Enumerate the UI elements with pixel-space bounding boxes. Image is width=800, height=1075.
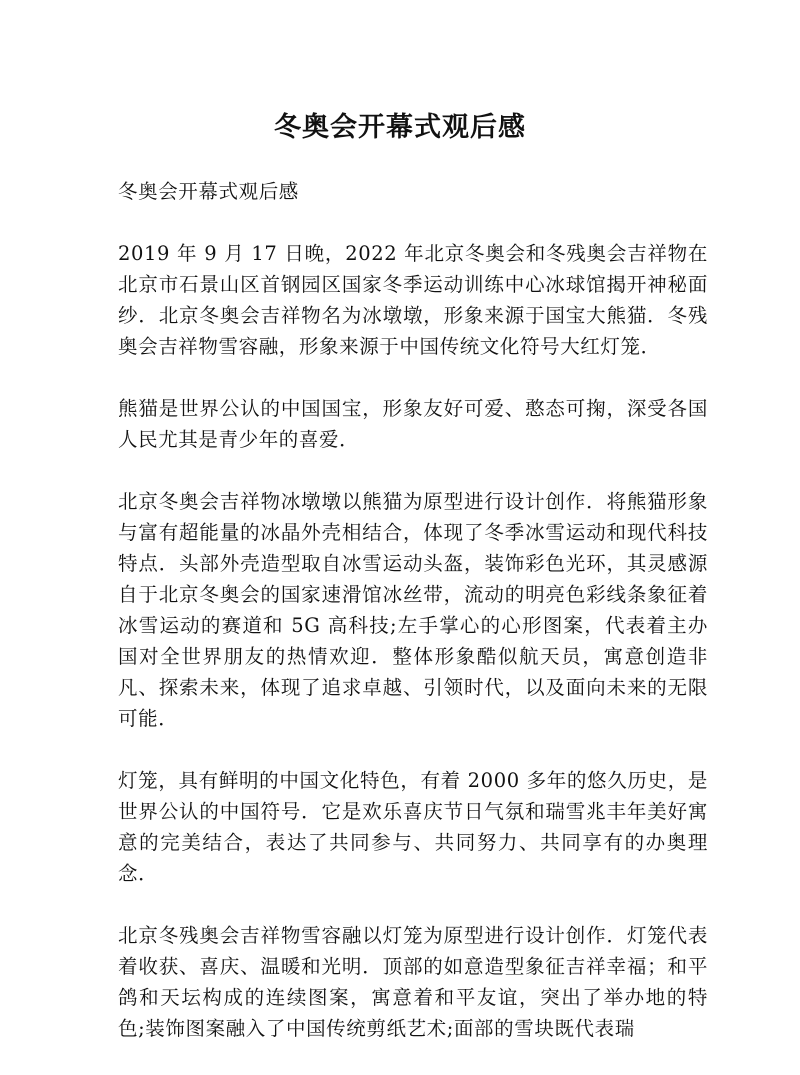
paragraph-2: 熊猫是世界公认的中国国宝，形象友好可爱、憨态可掬，深受各国人民尤其是青少年的喜爱．	[118, 397, 708, 451]
document-subtitle: 冬奥会开幕式观后感	[118, 180, 299, 203]
paragraph-5: 北京冬残奥会吉祥物雪容融以灯笼为原型进行设计创作．灯笼代表着收获、喜庆、温暖和光明．顶部的如意造型象征吉祥幸福；和平鸽和天坛构成的连续图案，寓意着和平友谊，突出了举办地的特色;装饰图案融入了中国传统剪纸艺术;面部的雪块既代表瑞	[118, 924, 708, 1040]
page-title: 冬奥会开幕式观后感	[274, 112, 526, 143]
paragraph-4: 灯笼，具有鲜明的中国文化特色，有着 2000 多年的悠久历史，是世界公认的中国符号．它是欢乐喜庆节日气氛和瑞雪兆丰年美好寓意的完美结合，表达了共同参与、共同努力、共同享有的办奥理念．	[118, 769, 708, 885]
paragraph-1: 2019 年 9 月 17 日晚，2022 年北京冬奥会和冬残奥会吉祥物在北京市石景山区首钢园区国家冬季运动训练中心冰球馆揭开神秘面纱．北京冬奥会吉祥物名为冰墩墩，形象来源于国宝大熊猫．冬残奥会吉祥物雪容融，形象来源于中国传统文化符号大红灯笼．	[118, 242, 708, 358]
paragraph-3: 北京冬奥会吉祥物冰墩墩以熊猫为原型进行设计创作．将熊猫形象与富有超能量的冰晶外壳相结合，体现了冬季冰雪运动和现代科技特点．头部外壳造型取自冰雪运动头盔，装饰彩色光环，其灵感源自于北京冬奥会的国家速滑馆冰丝带，流动的明亮色彩线条象征着冰雪运动的赛道和 5G 高科技;左手掌心的心形图案，代表着主办国对全世界朋友的热情欢迎．整体形象酷似航天员，寓意创造非凡、探索未来，体现了追求卓越、引领时代，以及面向未来的无限可能．	[118, 490, 708, 730]
document-body	[118, 176, 708, 1075]
